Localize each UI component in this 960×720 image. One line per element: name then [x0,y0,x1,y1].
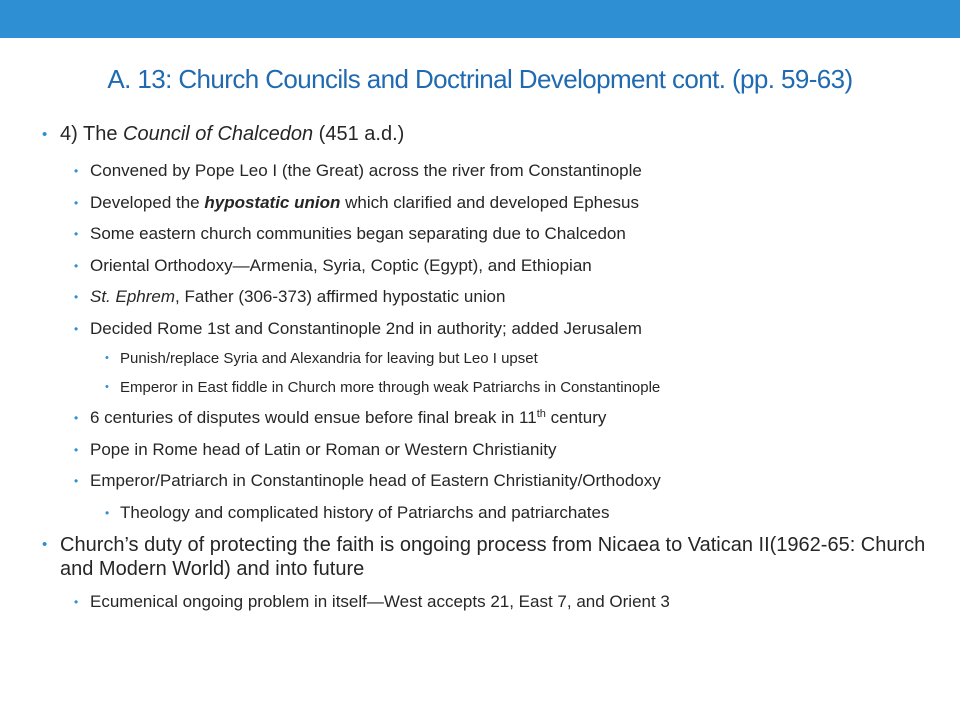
hypostatic-union-term: hypostatic union [204,192,341,212]
superscript: th [536,408,546,420]
bullet-separating: • Some eastern church communities began separating due to Chalcedon [40,224,940,244]
bullet-ecumenical: • Ecumenical ongoing problem in itself—West accepts 21, East 7, and Orient 3 [40,592,940,612]
bullet-church-duty: • Church’s duty of protecting the faith is ongoing process from Nicaea to Vatican II(1962-65: Church and Modern World) and into future [40,533,940,581]
bullet-punish-replace: • Punish/replace Syria and Alexandria for leaving but Leo I upset [40,349,940,368]
bullet-text: which clarified and developed Ephesus [340,192,640,212]
bullet-st-ephrem [40,287,940,307]
bullet-oriental-orthodoxy: • Oriental Orthodoxy—Armenia, Syria, Coptic (Egypt), and Ethiopian [40,256,940,276]
bullet-council-of-chalcedon [40,122,940,147]
bullet-text: , Father (306-373) affirmed hypostatic union [175,287,506,306]
st-ephrem-name: St. Ephrem [90,287,176,306]
bullet-list [40,122,940,612]
bullet-emperor-fiddle: • Emperor in East fiddle in Church more through weak Patriarchs in Constantinople [40,378,940,397]
bullet-text: 4) The [60,123,123,145]
bullet-rome-constantinople: • Decided Rome 1st and Constantinople 2nd in authority; added Jerusalem [40,319,940,339]
bullet-text: century [545,408,607,427]
slide-title: A. 13: Church Councils and Doctrinal Development cont. (pp. 59-63) [107,64,853,94]
bullet-hypostatic-union [40,193,940,213]
council-name: Council of Chalcedon [123,123,314,145]
bullet-theology: • Theology and complicated history of Patriarchs and patriarchates [40,503,940,523]
top-accent-bar [0,0,960,38]
bullet-convened: • Convened by Pope Leo I (the Great) across the river from Constantinople [40,161,940,181]
bullet-six-centuries [40,408,940,428]
bullet-emperor-patriarch: • Emperor/Patriarch in Constantinople head of Eastern Christianity/Orthodoxy [40,471,940,491]
bullet-pope-in-rome: • Pope in Rome head of Latin or Roman or Western Christianity [40,440,940,460]
slide-content [40,122,940,612]
bullet-text: Developed the [90,192,205,212]
bullet-text: (451 a.d.) [313,123,405,145]
bullet-text: 6 centuries of disputes would ensue before final break in 11 [90,408,537,427]
